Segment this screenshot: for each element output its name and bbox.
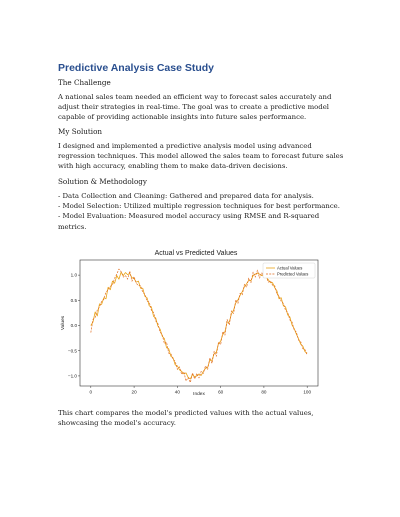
y-tick-label: 0.0 [70, 323, 77, 329]
legend-label: Actual Values [277, 265, 303, 271]
legend-label: Predicted Values [277, 271, 309, 277]
x-tick-label: 20 [131, 389, 137, 395]
ticks-layer [68, 273, 312, 395]
methodology-item: - Model Evaluation: Measured model accuracy using RMSE and R-squared metrics. [58, 212, 320, 231]
y-tick-label: 1.0 [70, 272, 77, 278]
y-tick-label: 0.5 [70, 297, 77, 303]
methodology-item: - Data Collection and Cleaning: Gathered and prepared data for analysis. [58, 192, 314, 200]
x-tick-label: 100 [303, 389, 312, 395]
challenge-heading: The Challenge [58, 78, 111, 87]
x-tick-label: 60 [218, 389, 224, 395]
x-tick-label: 80 [261, 389, 267, 395]
y-axis-label: Values [61, 315, 66, 331]
x-axis-label: Index [193, 392, 205, 397]
y-tick-label: −0.5 [67, 348, 77, 354]
solution-text: I designed and implemented a predictive analysis model using advanced regression techniques. This model allowed the sales team to forecast future sales with high accuracy, enabling them to make data-driven decisions. [58, 142, 344, 171]
y-tick-label: −1.0 [67, 373, 77, 379]
solution-heading: My Solution [58, 127, 103, 136]
predicted-values-line [91, 269, 307, 382]
chart-title: Actual vs Predicted Values [154, 250, 238, 257]
methodology-heading: Solution & Methodology [58, 177, 147, 186]
actual-vs-predicted-chart [58, 243, 328, 403]
x-tick-label: 40 [174, 389, 180, 395]
series-layer [91, 269, 307, 382]
x-tick-label: 0 [89, 389, 93, 395]
chart-caption: This chart compares the model's predicted values with the actual values, showcasing the model's accuracy. [58, 409, 314, 428]
methodology-item: - Model Selection: Utilized multiple regression techniques for best performance. [58, 202, 340, 211]
page-title: Predictive Analysis Case Study [58, 62, 215, 74]
challenge-text: A national sales team needed an efficient way to forecast sales accurately and adjust their strategies in real-time. The goal was to create a predictive model capable of providing actionable insights into future sales performance. [58, 93, 332, 122]
legend [263, 263, 315, 278]
chart-svg [58, 243, 328, 403]
actual-values-line [91, 272, 307, 379]
methodology-list [58, 191, 348, 232]
